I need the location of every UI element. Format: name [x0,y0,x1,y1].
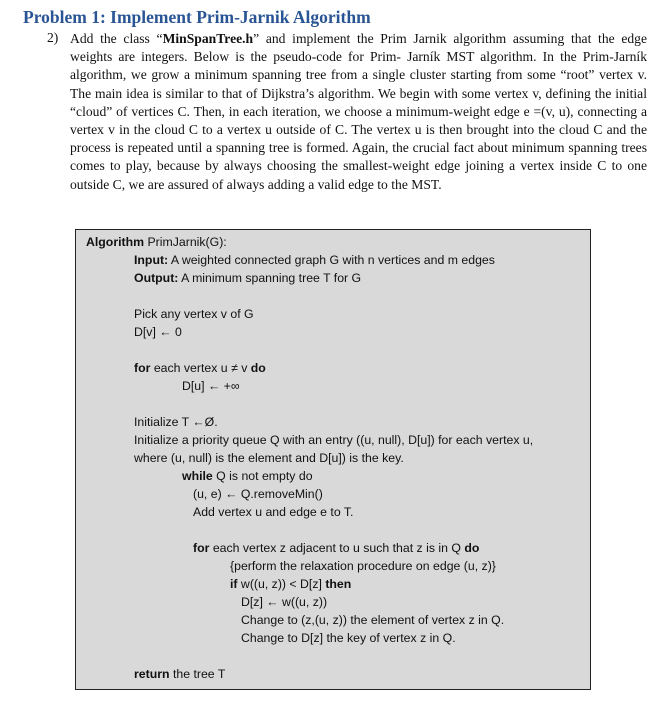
for-text: each vertex u ≠ v [150,361,251,375]
output-keyword: Output: [134,271,179,285]
for-each-vertex-line [134,361,266,376]
algorithm-name: PrimJarnik(G): [144,235,227,249]
while-text: Q is not empty do [212,469,313,483]
for-keyword: for [134,361,151,375]
algorithm-box [75,229,591,690]
page-title: Problem 1: Implement Prim-Jarnik Algorithm [23,7,371,27]
input-keyword: Input: [134,253,169,267]
algorithm-output [134,271,361,286]
pick-vertex-line: Pick any vertex v of G [134,307,254,321]
problem-description [70,30,647,194]
return-text: the tree T [169,667,226,681]
description-text-before: Add the class “ [70,31,163,46]
then-keyword: then [325,577,352,591]
if-text: w((u, z)) < D[z] [237,577,326,591]
for-text: each vertex z adjacent to u such that z is in Q [209,541,465,555]
input-text: A weighted connected graph G with n vertices and m edges [168,253,495,267]
add-vertex-line: Add vertex u and edge e to T. [193,505,354,519]
return-line [134,667,225,682]
output-text: A minimum spanning tree T for G [178,271,362,285]
class-name: MinSpanTree.h [162,31,254,46]
init-dv-line: D[v] ← 0 [134,325,182,339]
remove-min-line: (u, e) ← Q.removeMin() [193,487,323,501]
init-queue-line-2: where (u, null) is the element and D[u]) is the key. [134,451,404,465]
while-keyword: while [182,469,213,483]
algorithm-header [86,235,227,250]
init-tree-line: Initialize T ←Ø. [134,415,218,429]
do-keyword: do [464,541,480,555]
description-text-after: ” and implement the Prim Jarnik algorithm assuming that the edge weights are integers. Below is the pseudo-code for Prim- Jarník MST algorithm. In the Prim-Jarník algorithm, we grow a minimum spanning tree from a single cluster starting from some “root” vertex v. The main idea is similar to that of Dijkstra’s algorithm. We begin with some vertex v, defining the initial “cloud” of vertices C. Then, in each iteration, we choose a minimum-weight edge e =(v, u), connecting a vertex v in the cloud C to a vertex u outside of C. The vertex u is then brought into the cloud C and the process is repeated until a spanning tree is formed. Again, the crucial fact about minimum spanning trees comes to play, because by always choosing the smallest-weight edge joining a vertex inside C to one outside C, we are assured of always adding a valid edge to the MST. [70,31,648,192]
while-loop-line [182,469,313,484]
if-condition-line [230,577,351,592]
change-key-line: Change to D[z] the key of vertex z in Q. [241,631,456,645]
return-keyword: return [134,667,170,681]
change-element-line: Change to (z,(u, z)) the element of vertex z in Q. [241,613,505,627]
init-queue-line-1: Initialize a priority queue Q with an entry ((u, null), D[u]) for each vertex u, [134,433,534,447]
for-each-adjacent-line [193,541,479,556]
update-dz-line: D[z] ← w((u, z)) [241,595,328,609]
init-du-line: D[u] ← +∞ [182,379,240,393]
algorithm-input [134,253,495,268]
if-keyword: if [230,577,238,591]
do-keyword: do [250,361,266,375]
list-item-number: 2) [47,30,59,45]
for-keyword: for [193,541,210,555]
relaxation-comment: {perform the relaxation procedure on edge (u, z)} [230,559,496,573]
algorithm-keyword: Algorithm [86,235,145,249]
